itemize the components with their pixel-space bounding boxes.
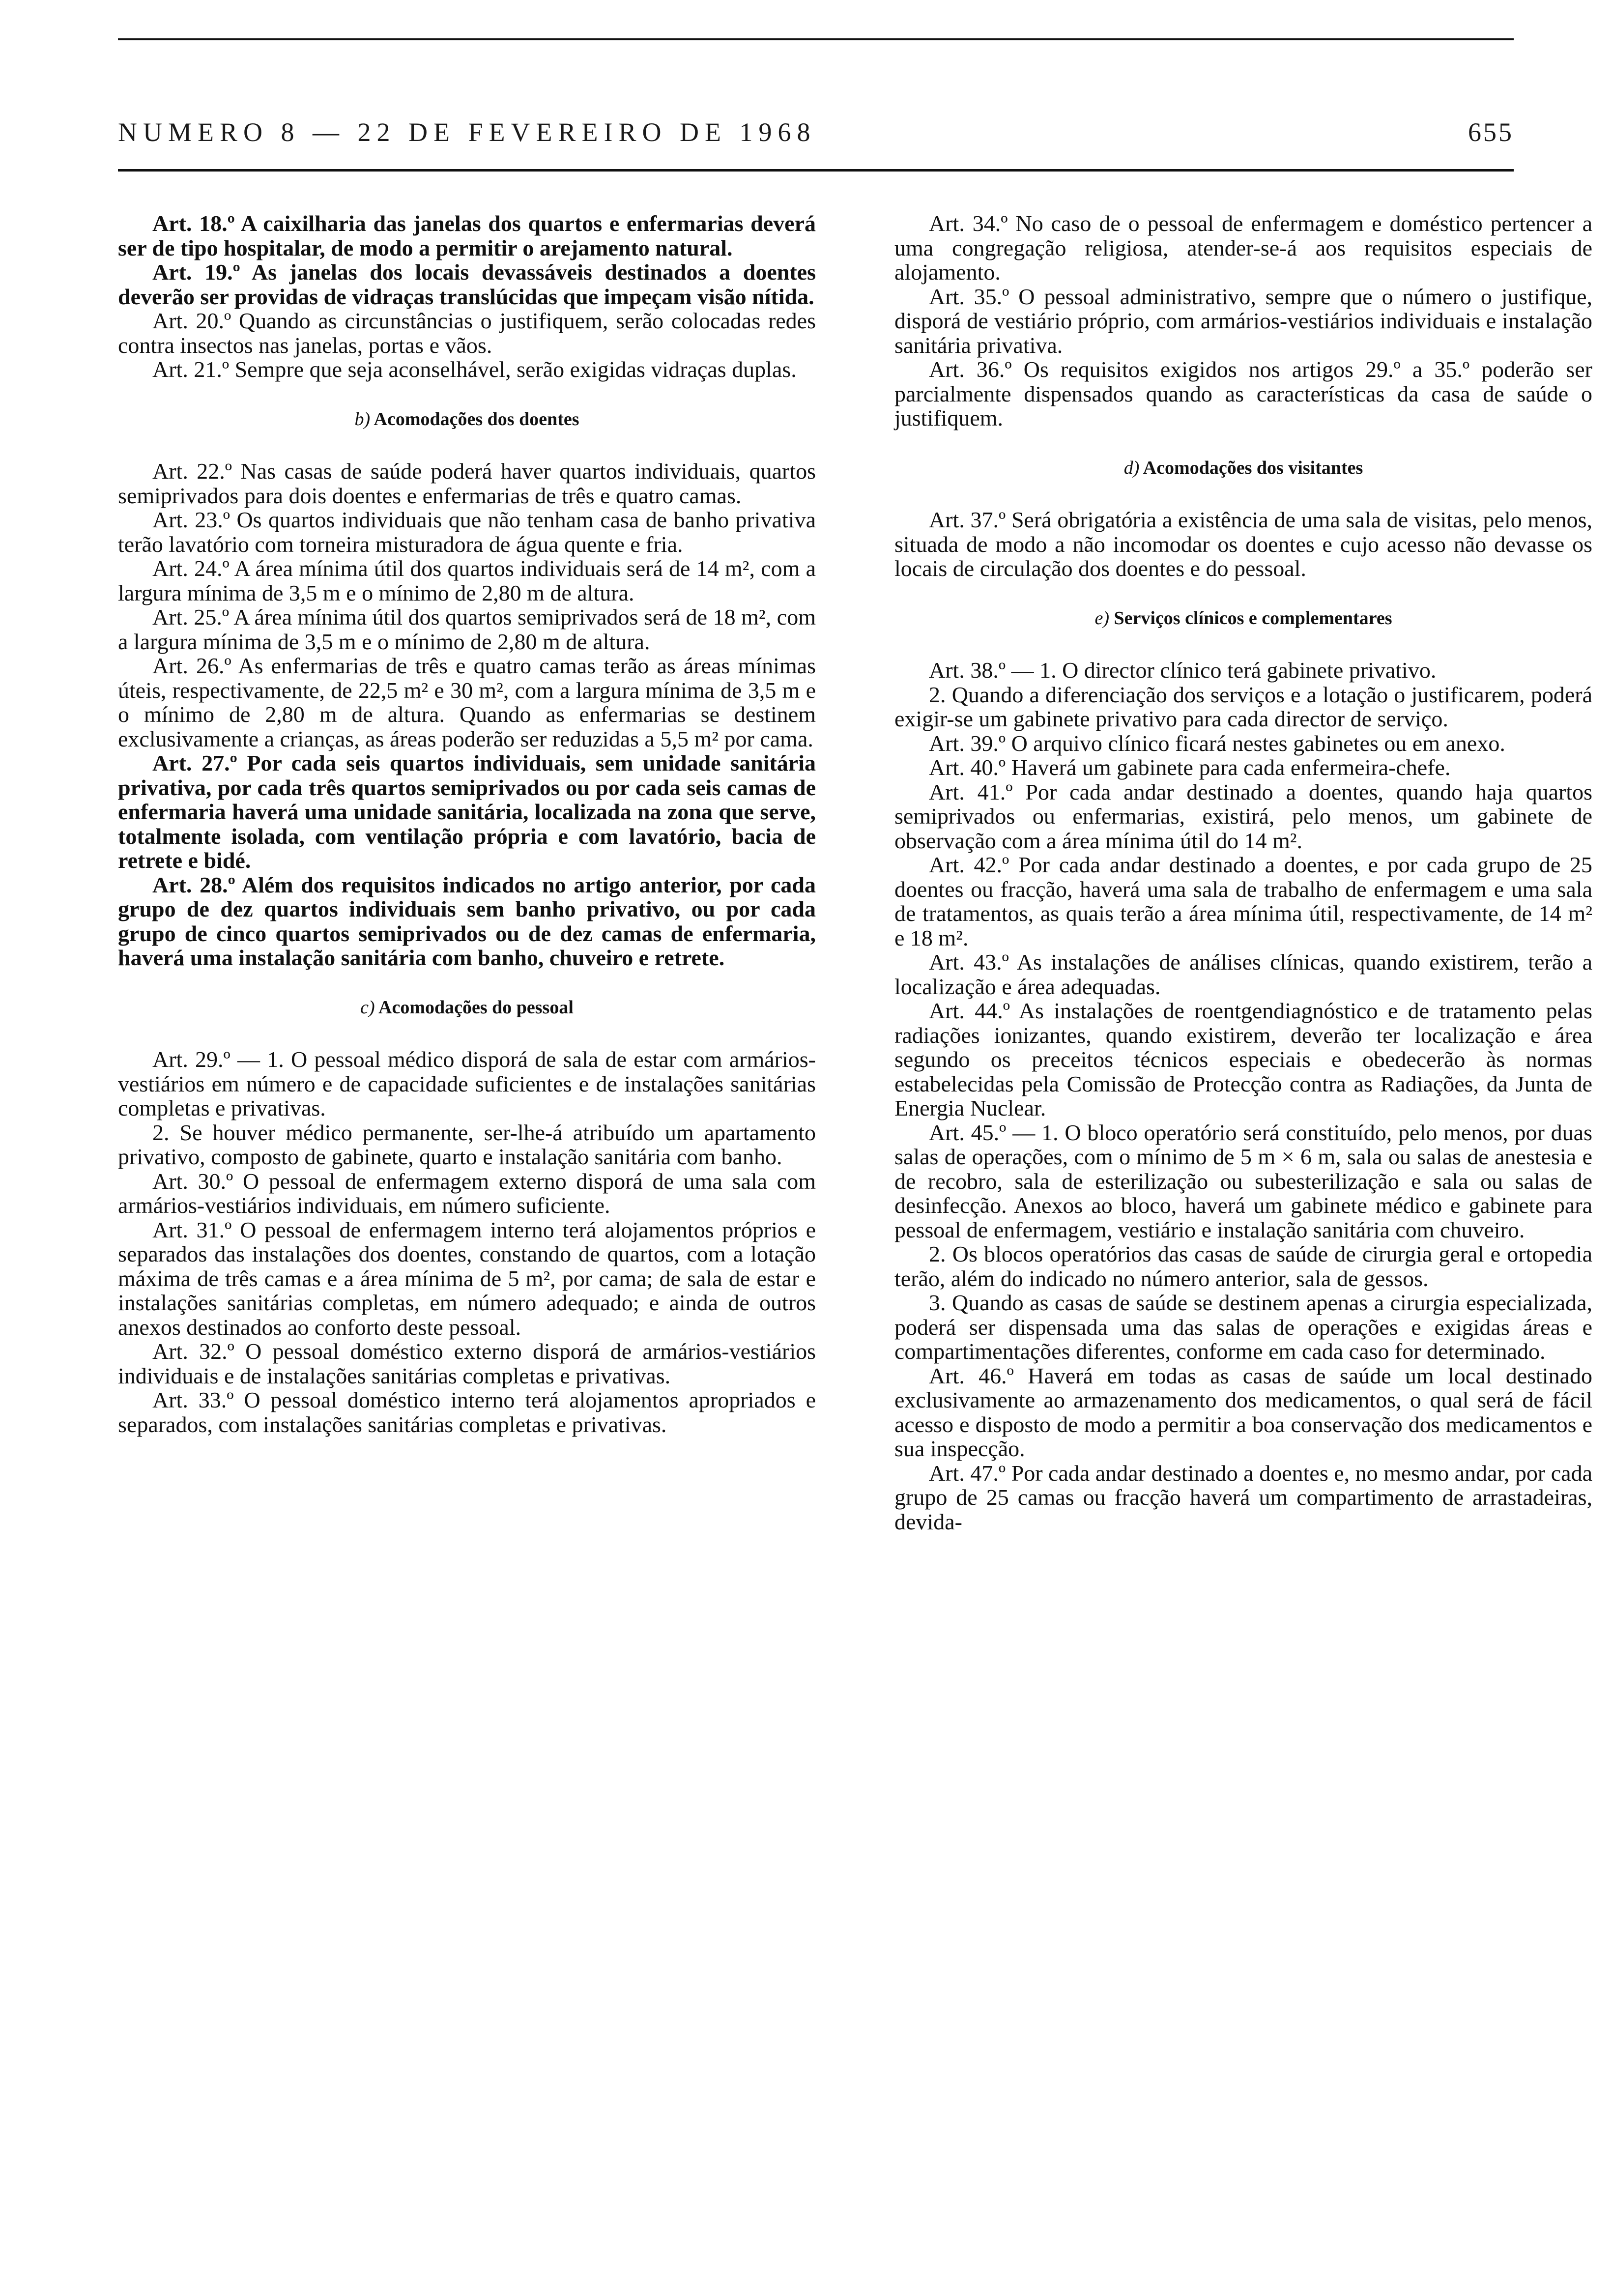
article-paragraph: Art. 44.º As instalações de roentgendiagnóstico e de tratamento pelas radiações ionizantes, quando existirem, deverão ter localização e área segundo os preceitos técnicos especiais e obedecerão às normas estabelecidas pela Comissão de Protecção contra as Radiações, da Junta de Energia Nuclear. [894,998,1592,1120]
article-paragraph: Art. 47.º Por cada andar destinado a doentes e, no mesmo andar, por cada grupo de 25 camas ou fracção haverá um compartimento de arrastadeiras, devida- [894,1460,1592,1534]
article-paragraph: 3. Quando as casas de saúde se destinem apenas a cirurgia especializada, poderá ser dispensada uma das salas de operações e exigidas áreas e compartimentações diferentes, conforme em cada caso for determinado. [894,1290,1592,1364]
article-paragraph: Art. 41.º Por cada andar destinado a doentes, quando haja quartos semiprivados ou enfermarias, existirá, pelo menos, um gabinete de observação com a área mínima útil do 14 m². [894,779,1592,853]
article-paragraph: Art. 33.º O pessoal doméstico interno terá alojamentos apropriados e separados, com instalações sanitárias completas e privativas. [118,1387,816,1437]
article-paragraph: Art. 18.º A caixilharia das janelas dos quartos e enfermarias deverá ser de tipo hospitalar, de modo a permitir o arejamento natural. [118,211,816,260]
section-heading [118,996,816,1020]
article-paragraph: 2. Os blocos operatórios das casas de saúde de cirurgia geral e ortopedia terão, além do indicado no número anterior, sala de gessos. [894,1241,1592,1291]
article-paragraph: Art. 45.º — 1. O bloco operatório será constituído, pelo menos, por duas salas de operações, com o mínimo de 5 m × 6 m, sala ou salas de anestesia e de recobro, sala de esterilização ou subesterilização e sala ou salas de desinfecção. Anexos ao bloco, haverá um gabinete médico e gabinete para pessoal de enfermagem, vestiário e instalação sanitária com chuveiro. [894,1119,1592,1242]
top-border-rule [118,38,1514,40]
article-paragraph: Art. 34.º No caso de o pessoal de enfermagem e doméstico pertencer a uma congregação religiosa, atender-se-á aos requisitos especiais de alojamento. [894,211,1592,285]
article-paragraph: Art. 43.º As instalações de análises clínicas, quando existirem, terão a localização e área adequadas. [894,949,1592,999]
article-paragraph: 2. Se houver médico permanente, ser-lhe-á atribuído um apartamento privativo, composto de gabinete, quarto e instalação sanitária com banho. [118,1119,816,1169]
issue-title: NUMERO 8 — 22 DE FEVEREIRO DE 1968 [118,117,816,147]
section-letter: c) [360,997,375,1018]
section-title: Acomodações dos visitantes [1139,457,1363,478]
article-paragraph: 2. Quando a diferenciação dos serviços e a lotação o justificarem, poderá exigir-se um gabinete privativo para cada director de serviço. [894,682,1592,731]
article-paragraph: Art. 23.º Os quartos individuais que não tenham casa de banho privativa terão lavatório com torneira misturadora de água quente e fria. [118,507,816,557]
section-title: Acomodações do pessoal [374,997,574,1018]
right-column [894,211,1592,1534]
section-heading [118,407,816,432]
article-paragraph: Art. 40.º Haverá um gabinete para cada enfermeira-chefe. [929,755,1451,780]
section-title: Serviços clínicos e complementares [1109,607,1392,629]
article-paragraph: Art. 22.º Nas casas de saúde poderá haver quartos individuais, quartos semiprivados para dois doentes e enfermarias de três e quatro camas. [118,459,816,508]
article-paragraph: Art. 30.º O pessoal de enfermagem externo disporá de uma sala com armários-vestiários individuais, em número suficiente. [118,1168,816,1218]
article-paragraph: Art. 39.º O arquivo clínico ficará nestes gabinetes ou em anexo. [929,730,1505,756]
article-paragraph: Art. 27.º Por cada seis quartos individuais, sem unidade sanitária privativa, por cada três quartos semiprivados ou por cada seis camas de enfermaria haverá uma unidade sanitária, localizada na zona que serve, totalmente isolada, com ventilação própria e com lavatório, bacia de retrete e bidé. [118,750,816,873]
header-rule [118,169,1514,172]
section-heading [894,606,1592,631]
article-paragraph: Art. 46.º Haverá em todas as casas de saúde um local destinado exclusivamente ao armazenamento dos medicamentos, o qual será de fácil acesso e disposto de modo a permitir a boa conservação dos medicamentos e sua inspecção. [894,1363,1592,1461]
section-letter: e) [1094,607,1110,629]
section-heading [894,456,1592,481]
article-paragraph: Art. 31.º O pessoal de enfermagem interno terá alojamentos próprios e separados das instalações dos doentes, constando de quartos, com a lotação máxima de três camas e a área mínima de 5 m², por cama; de sala de estar e instalações sanitárias completas, em número adequado; e ainda de outros anexos destinados ao conforto deste pessoal. [118,1217,816,1340]
section-title: Acomodações dos doentes [370,408,579,430]
article-paragraph: Art. 29.º — 1. O pessoal médico disporá de sala de estar com armários-vestiários em número e de capacidade suficientes e de instalações sanitárias completas e privativas. [118,1047,816,1120]
page-header [118,108,1514,147]
article-paragraph: Art. 35.º O pessoal administrativo, sempre que o número o justifique, disporá de vestiário próprio, com armários-vestiários individuais e instalação sanitária privativa. [894,284,1592,358]
article-paragraph: Art. 20.º Quando as circunstâncias o justifiquem, serão colocadas redes contra insectos nas janelas, portas e vãos. [118,308,816,358]
article-paragraph: Art. 32.º O pessoal doméstico externo disporá de armários-vestiários individuais e de instalações sanitárias completas e privativas. [118,1339,816,1388]
page-number: 655 [1468,117,1514,147]
article-paragraph: Art. 25.º A área mínima útil dos quartos semiprivados será de 18 m², com a largura mínima de 3,5 m e o mínimo de 2,80 m de altura. [118,604,816,654]
article-paragraph: Art. 19.º As janelas dos locais devassáveis destinados a doentes deverão ser providas de vidraças translúcidas que impeçam visão nítida. [118,259,816,309]
article-paragraph: Art. 28.º Além dos requisitos indicados no artigo anterior, por cada grupo de dez quartos individuais sem banho privativo, ou por cada grupo de cinco quartos semiprivados ou de dez camas de enfermaria, haverá uma instalação sanitária com banho, chuveiro e retrete. [118,872,816,970]
left-column [118,211,816,1436]
article-paragraph: Art. 42.º Por cada andar destinado a doentes, e por cada grupo de 25 doentes ou fracção, haverá uma sala de trabalho de enfermagem e uma sala de tratamentos, as quais terão a área mínima útil, respectivamente, de 14 m² e 18 m². [894,852,1592,950]
article-paragraph: Art. 21.º Sempre que seja aconselhável, serão exigidas vidraças duplas. [152,357,797,382]
section-letter: b) [354,408,371,430]
section-letter: d) [1123,457,1140,478]
article-paragraph: Art. 36.º Os requisitos exigidos nos artigos 29.º a 35.º poderão ser parcialmente dispensados quando as características da casa de saúde o justifiquem. [894,357,1592,430]
article-paragraph: Art. 37.º Será obrigatória a existência de uma sala de visitas, pelo menos, situada de modo a não incomodar os doentes e cujo acesso não devasse os locais de circulação dos doentes e do pessoal. [894,507,1592,581]
article-paragraph: Art. 38.º — 1. O director clínico terá gabinete privativo. [929,658,1437,683]
article-paragraph: Art. 24.º A área mínima útil dos quartos individuais será de 14 m², com a largura mínima de 3,5 m e o mínimo de 2,80 m de altura. [118,556,816,605]
article-paragraph: Art. 26.º As enfermarias de três e quatro camas terão as áreas mínimas úteis, respectivamente, de 22,5 m² e 30 m², com a largura mínima de 3,5 m e o mínimo de 2,80 m de altura. Quando as enfermarias se destinem exclusivamente a crianças, as áreas poderão ser reduzidas a 5,5 m² por cama. [118,653,816,751]
